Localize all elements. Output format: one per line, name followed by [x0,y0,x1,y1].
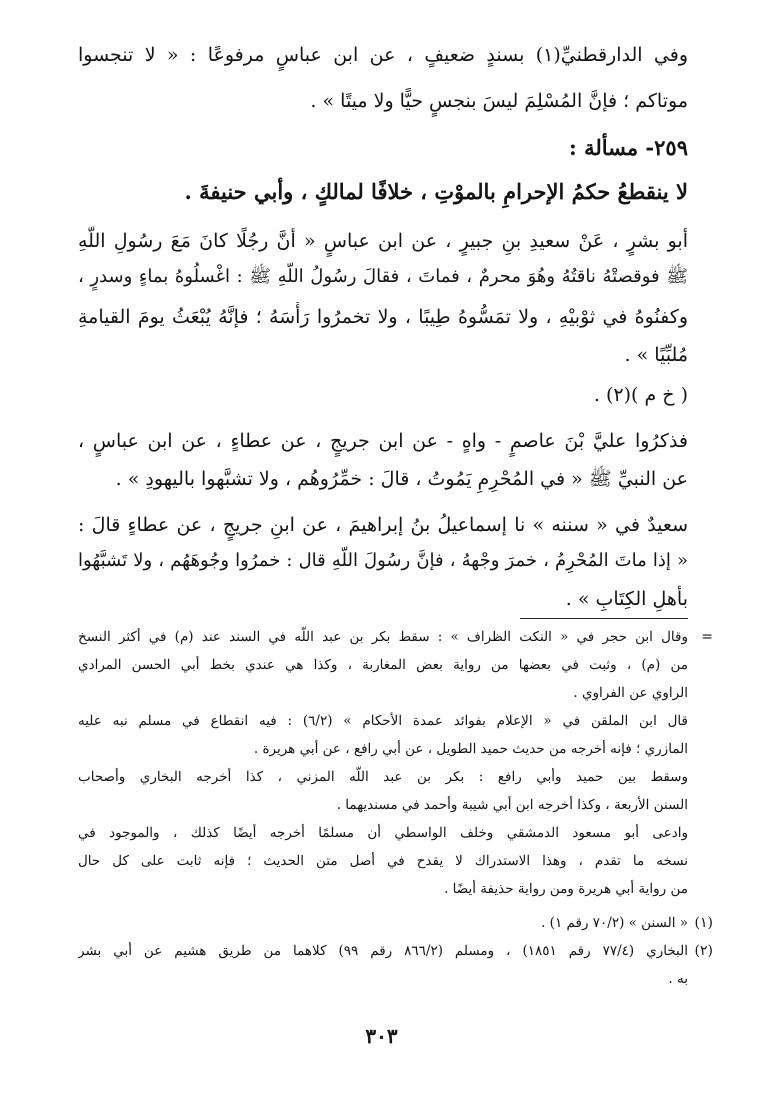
footnote-continuation-line-7: السنن الأربعة ، وكذا أخرجه ابن أبي شيبة وأحمد في مسنديهما . [336,797,688,813]
issue-title: ٢٥٩- مسألة : [569,135,688,160]
footnote-continuation-line-2: من (م) ، وثبت في بعضها من رواية بعض المغاربة ، وكذا هي عندي بخط أبي الحسن المرادي [78,657,688,673]
footnote-continuation-line-1: وقال ابن حجر في « النكت الظراف » : سقط بكر بن عبد اللَّه في السند عند (م) في أكثر النسخ [78,629,688,645]
body-paragraph-2-line-4: مُلبِّيًا » . [624,344,688,366]
body-paragraph-2-line-3: وكفنُوهُ في ثوْبيْهِ ، ولا تمَسُّوهُ طِيبًا ، ولا تخمرُوا رَأْسَهُ ؛ فإنَّهُ يُبْعَثُ يومَ القيامةِ [78,306,688,328]
page-number: ٣٠٣ [365,1024,398,1048]
issue-statement: لا ينقطعُ حكمُ الإحرامِ بالموْتِ ، خلافًا لمالكٍ ، وأبي حنيفةَ . [184,179,688,204]
footnote-1-marker: (١) [694,915,713,931]
body-paragraph-2-line-2: ﷺ فوقصتْهُ ناقتُهُ وهُوَ محرمٌ ، فماتَ ، فقالَ رسُولُ اللَّهِ ﷺ : اغْسلُوهُ بماءٍ وسدرٍ ، [78,266,688,287]
body-paragraph-4-line-1: سعيدٌ في « سننه » نا إسماعيلُ بنُ إبراهيمَ ، عن ابنِ جريجٍ ، عن عطاءٍ قالَ : [78,514,688,536]
body-paragraph-4-line-2: « إذا ماتَ المُحْرِمُ ، خمرَ وجْههُ ، فإنَّ رسُولَ اللَّهِ قال : خمرُوا وجُوهَهُم ، ولا تَشبَّهُوا [78,550,688,571]
footnote-continuation-line-3: الراوي عن الفراوي . [573,685,688,701]
footnote-separator [520,618,688,619]
footnote-continuation-line-4: قال ابن الملقن في « الإعلام بفوائد عمدة الأحكام » (٦/٢) : فيه انقطاع في مسلم نبه عليه [78,713,688,729]
footnote-continuation-line-9: نسخه ما تقدم ، وهذا الاستدراك لا يقدح في أصل متن الحديث ؛ فإنه ثابت على كل حال [78,853,688,869]
footnote-continuation-line-5: المازري ؛ فإنه أخرجه من حديث حميد الطويل ، عن أبي رافع ، عن أبي هريرة . [253,741,688,757]
footnote-2-line-2: به . [668,971,688,987]
body-paragraph-3-line-2: عن النبيِّ ﷺ « في المُحْرِمِ يَمُوتُ ، قالَ : خمِّرُوهُم ، ولا تشبَّهوا باليهودِ » . [115,468,688,490]
footnote-2-marker: (٢) [694,943,713,959]
footnote-continuation-line-6: وسقط بين حميد وأبي رافع : بكر بن عبد اللَّه المزني ، كذا أخرجه البخاري وأصحاب [78,769,688,785]
footnote-2-line-1: البخاري (٧٧/٤ رقم ١٨٥١) ، ومسلم (٨٦٦/٢ رقم ٩٩) كلاهما من طريق هشيم عن أبي بشر [78,943,688,959]
body-paragraph-3-line-1: فذكرُوا عليَّ بْنَ عاصمٍ - واهٍ - عن ابن جريجٍ ، عن عطاءٍ ، عن ابن عباسٍ ، [78,430,688,452]
body-paragraph-1-line-2: موتاكم ؛ فإنَّ المُسْلِمَ ليسَ بنجسٍ حيًّا ولا ميتًا » . [310,90,688,112]
footnote-continuation-marker: = [701,629,713,645]
body-paragraph-4-line-3: بأهلِ الكِتَابِ » . [565,588,688,610]
hadith-attribution: ( خ م )(٢) . [593,384,688,406]
body-paragraph-2-line-1: أبو بشرٍ ، عَنْ سعيدِ بنِ جبيرٍ ، عن ابن عباسٍ « أنَّ رجُلًا كانَ مَعَ رسُولِ اللَّهِ [78,230,688,252]
body-paragraph-1-line-1: وفي الدارقطنيِّ(١) بسندٍ ضعيفٍ ، عن ابن عباسٍ مرفوعًا : « لا تنجسوا [78,44,688,66]
footnote-continuation-line-8: وادعى أبو مسعود الدمشقي وخلف الواسطي أن مسلمًا أخرجه أيضًا كذلك ، والموجود في [78,825,688,841]
footnote-continuation-line-10: من رواية أبي هريرة ومن رواية حذيفة أيضًا . [444,881,688,897]
footnote-1-text: « السنن » (٧٠/٢ رقم ١) . [541,915,688,931]
